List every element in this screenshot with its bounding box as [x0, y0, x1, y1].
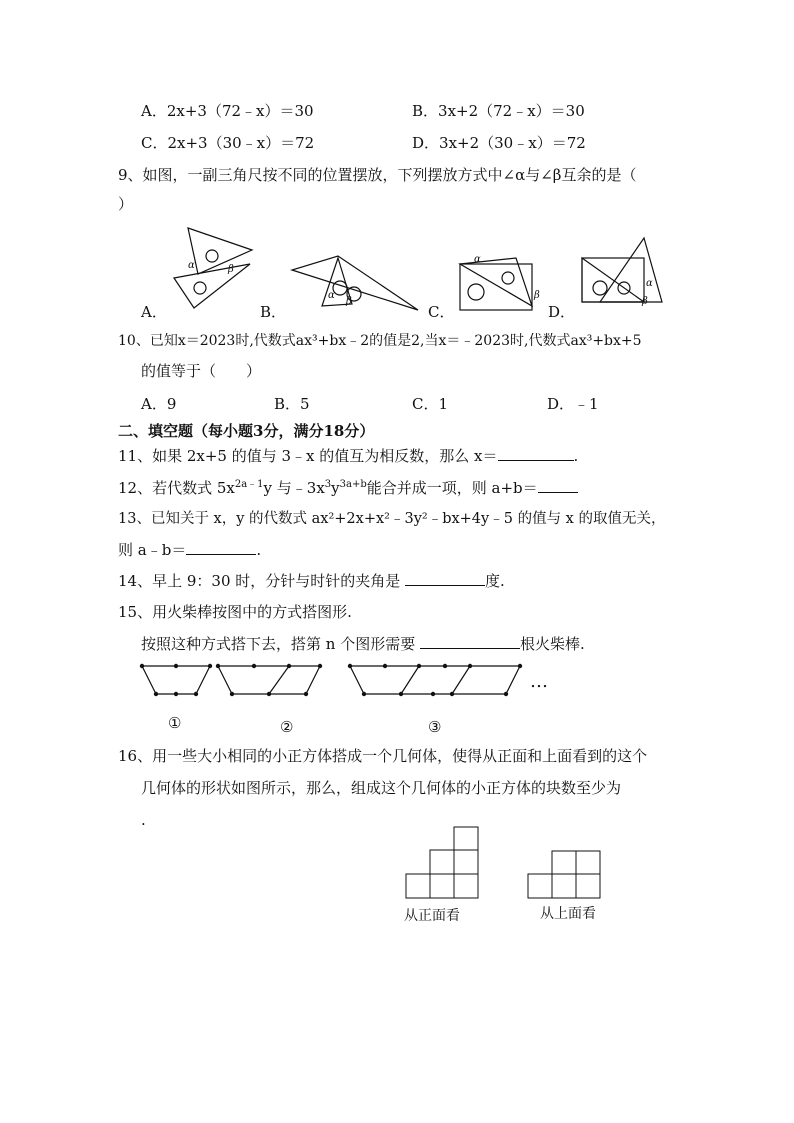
- q13-text: 则 a﹣b＝: [118, 541, 187, 559]
- q11-period: .: [573, 447, 579, 465]
- q9-figures: [140, 222, 680, 322]
- fig-d-triangle-1: [582, 258, 644, 302]
- q10-option-a: A．9: [141, 395, 177, 413]
- q16-top-view: [526, 850, 602, 900]
- q14: [118, 571, 505, 591]
- fig-b-triangle-large: [292, 256, 418, 310]
- q12-text-1: 12、若代数式 5x: [118, 479, 235, 497]
- q11-text: 11、如果 2x+5 的值与 3﹣x 的值互为相反数，那么 x＝: [118, 447, 498, 465]
- q9-label-c: C．: [428, 303, 455, 321]
- q15-fig-label-1: ①: [168, 714, 182, 732]
- q9-label-a: A．: [141, 303, 167, 321]
- q13-answer-blank[interactable]: [186, 540, 256, 555]
- fig-c-circle-1: [468, 284, 484, 300]
- fig1-outline: [142, 666, 210, 694]
- fig2-outline: [218, 666, 320, 694]
- q14-text: 14、早上 9：30 时，分针与时针的夹角是: [118, 572, 406, 590]
- q10-line2: 的值等于（ ）: [141, 362, 262, 380]
- q13-line1: 13、已知关于 x，y 的代数式 ax²+2x+x²﹣3y²﹣bx+4y﹣5 的值与 x 的取值无关，: [118, 511, 666, 527]
- fig-c-alpha: α: [474, 254, 481, 265]
- q9-stem: 9、如图，一副三角尺按不同的位置摆放，下列摆放方式中∠α与∠β互余的是（: [118, 166, 637, 184]
- fig-b-beta: β: [346, 296, 352, 307]
- section2-heading: 二、填空题（每小题3分，满分18分）: [118, 422, 375, 440]
- q10-line1: 10、已知x＝2023时,代数式ax³+bx﹣2的值是2,当x＝﹣2023时,代数式ax³+bx+5: [118, 333, 642, 349]
- q15-matchstick-figures: [130, 656, 570, 708]
- q15-line2: [141, 634, 585, 654]
- fig2-divider: [269, 666, 289, 694]
- q16-top-label: 从上面看: [540, 906, 596, 922]
- fig-a-circle-bottom: [194, 282, 206, 294]
- fig-c-circle-2: [502, 272, 514, 284]
- q8-option-a: A．2x+3（72﹣x）＝30: [141, 102, 314, 120]
- q10-option-b: B．5: [274, 395, 310, 413]
- q12-exp-1: 2a﹣1: [234, 479, 264, 490]
- q12-exp-3: 3a+b: [339, 479, 367, 490]
- q16-line2: 几何体的形状如图所示，那么，组成这个几何体的小正方体的块数至少为: [141, 779, 622, 797]
- q15-unit: 根火柴棒.: [519, 635, 585, 653]
- fig-a-alpha: α: [188, 260, 195, 271]
- q10-option-c: C．1: [412, 395, 449, 413]
- q16-line3: .: [141, 811, 146, 829]
- q16-front-label: 从正面看: [404, 908, 460, 924]
- fig-b-alpha: α: [328, 290, 335, 301]
- fig-a-triangle-top: [188, 228, 252, 274]
- q8-option-d: D．3x+2（30﹣x）＝72: [412, 134, 586, 152]
- q12-answer-blank[interactable]: [538, 478, 578, 493]
- fig3-divider-2: [452, 666, 470, 694]
- fig-a-circle-top: [206, 250, 218, 262]
- q8-option-c: C．2x+3（30﹣x）＝72: [141, 134, 315, 152]
- fig-d-alpha: α: [646, 278, 653, 289]
- q15-ellipsis: …: [530, 671, 548, 692]
- fig-a-triangle-bottom: [174, 264, 250, 308]
- fig-d-beta: β: [642, 296, 648, 307]
- q11: [118, 446, 578, 466]
- q12-text-4: 能合并成一项，则 a+b＝: [366, 479, 538, 497]
- q11-answer-blank[interactable]: [498, 446, 574, 461]
- q15-fig-label-2: ②: [280, 718, 294, 736]
- q8-option-b: B．3x+2（72﹣x）＝30: [412, 102, 585, 120]
- q14-unit: 度.: [485, 572, 505, 590]
- q10-option-d: D．﹣1: [547, 395, 599, 413]
- q12-exp-2: 3: [324, 479, 332, 490]
- q15-line1: 15、用火柴棒按图中的方式搭图形.: [118, 603, 352, 621]
- q16-line1: 16、用一些大小相同的小正方体搭成一个几何体，使得从正面和上面看到的这个: [118, 747, 648, 765]
- q13-period: .: [256, 541, 262, 559]
- q15-answer-blank[interactable]: [420, 634, 520, 649]
- q14-answer-blank[interactable]: [405, 571, 485, 586]
- fig3-divider-1: [401, 666, 419, 694]
- q15-text: 按照这种方式搭下去，搭第 n 个图形需要: [141, 635, 420, 653]
- fig-b-circle-1: [333, 281, 347, 295]
- fig-c-beta: β: [534, 290, 540, 301]
- fig-a-beta: β: [228, 264, 234, 275]
- q12: [118, 478, 578, 498]
- q9-stem-close: ）: [118, 195, 134, 213]
- q16-front-view: [404, 826, 480, 900]
- q9-label-d: D．: [548, 303, 576, 321]
- fig3-outline: [350, 666, 520, 694]
- q12-text-2: y 与﹣3x: [263, 479, 325, 497]
- q13-line2: [118, 540, 261, 560]
- q12-text-3: y: [331, 479, 340, 497]
- q15-fig-label-3: ③: [428, 718, 442, 736]
- q9-label-b: B．: [260, 303, 287, 321]
- fig-d-circle-1: [593, 281, 607, 295]
